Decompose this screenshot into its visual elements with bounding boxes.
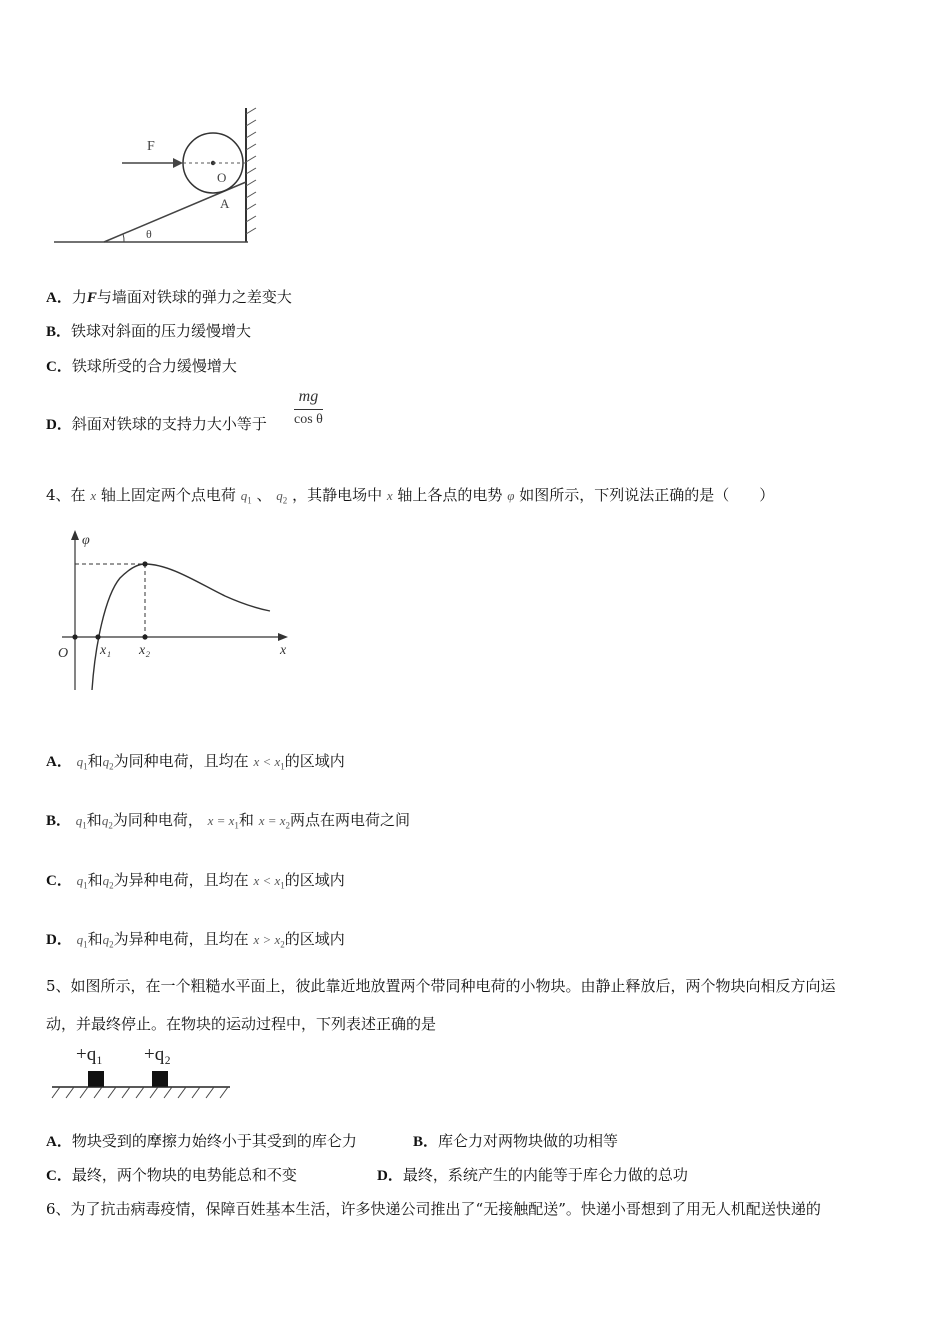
angle-label: θ	[146, 227, 152, 241]
q5-stem-line2: 动，并最终停止。在物块的运动过程中，下列表述正确的是	[46, 1015, 437, 1033]
x1-label: x₁	[100, 643, 112, 658]
charge1-label: +q₁	[76, 1044, 103, 1065]
q3-option-b: B．铁球对斜面的压力缓慢增大	[46, 322, 252, 340]
option-label: A．	[46, 290, 72, 306]
q5-option-a: A．物块受到的摩擦力始终小于其受到的库仑力	[46, 1132, 357, 1150]
x-axis-label: x	[280, 643, 287, 658]
fraction-mg-cos: $\frac{mg}{\text{cos θ}}$	[294, 388, 323, 427]
block-1	[88, 1071, 104, 1087]
q3-option-a: A．力F与墙面对铁球的弹力之差变大	[46, 288, 292, 306]
q6-stem-line1: 6、为了抗击病毒疫情，保障百姓基本生活，许多快递公司推出了“无接触配送”。快递小哥想到了用无人机配送快递的	[46, 1200, 821, 1218]
x2-label: x₂	[139, 643, 151, 658]
contact-label: A	[220, 196, 230, 211]
q5-figure	[46, 1040, 236, 1102]
q4-potential-graph	[50, 526, 300, 696]
q4-option-d: D． $q_1$和$q_2$为异种电荷，且均在 $x > x_2$的区域内	[46, 930, 345, 950]
charge2-label: +q₂	[144, 1044, 171, 1065]
q3-figure	[40, 100, 280, 260]
q4-stem: 4、在 x 轴上固定两个点电荷 $q_1$ 、 $q_2$ ，其静电场中 x 轴上各点的电势 φ 如图所示，下列说法正确的是（ ）	[46, 486, 775, 506]
q3-option-d: D．斜面对铁球的支持力大小等于	[46, 415, 267, 433]
q4-option-a: A． $q_1$和$q_2$为同种电荷，且均在 $x < x_1$的区域内	[46, 752, 345, 772]
y-axis-label: φ	[82, 533, 90, 548]
q5-option-c: C．最终，两个物块的电势能总和不变	[46, 1166, 297, 1184]
q5-stem-line1: 5、如图所示，在一个粗糙水平面上，彼此靠近地放置两个带同种电荷的小物块。由静止释放后，两个物块向相反方向运	[46, 977, 836, 995]
force-label: F	[147, 139, 155, 154]
potential-curve	[92, 564, 270, 690]
origin-label: O	[58, 646, 69, 661]
q5-option-d: D．最终，系统产生的内能等于库仑力做的总功	[377, 1166, 688, 1184]
q4-option-c: C． $q_1$和$q_2$为异种电荷，且均在 $x < x_1$的区域内	[46, 871, 345, 891]
q3-option-c: C．铁球所受的合力缓慢增大	[46, 357, 237, 375]
q4-option-b: B． $q_1$和$q_2$为同种电荷， $x = x_1$和 $x = x_2$两点在两电荷之间	[46, 811, 411, 831]
center-label: O	[217, 170, 227, 185]
force-var: F	[86, 290, 97, 306]
block-2	[152, 1071, 168, 1087]
q5-option-b: B．库仑力对两物块做的功相等	[413, 1132, 619, 1150]
